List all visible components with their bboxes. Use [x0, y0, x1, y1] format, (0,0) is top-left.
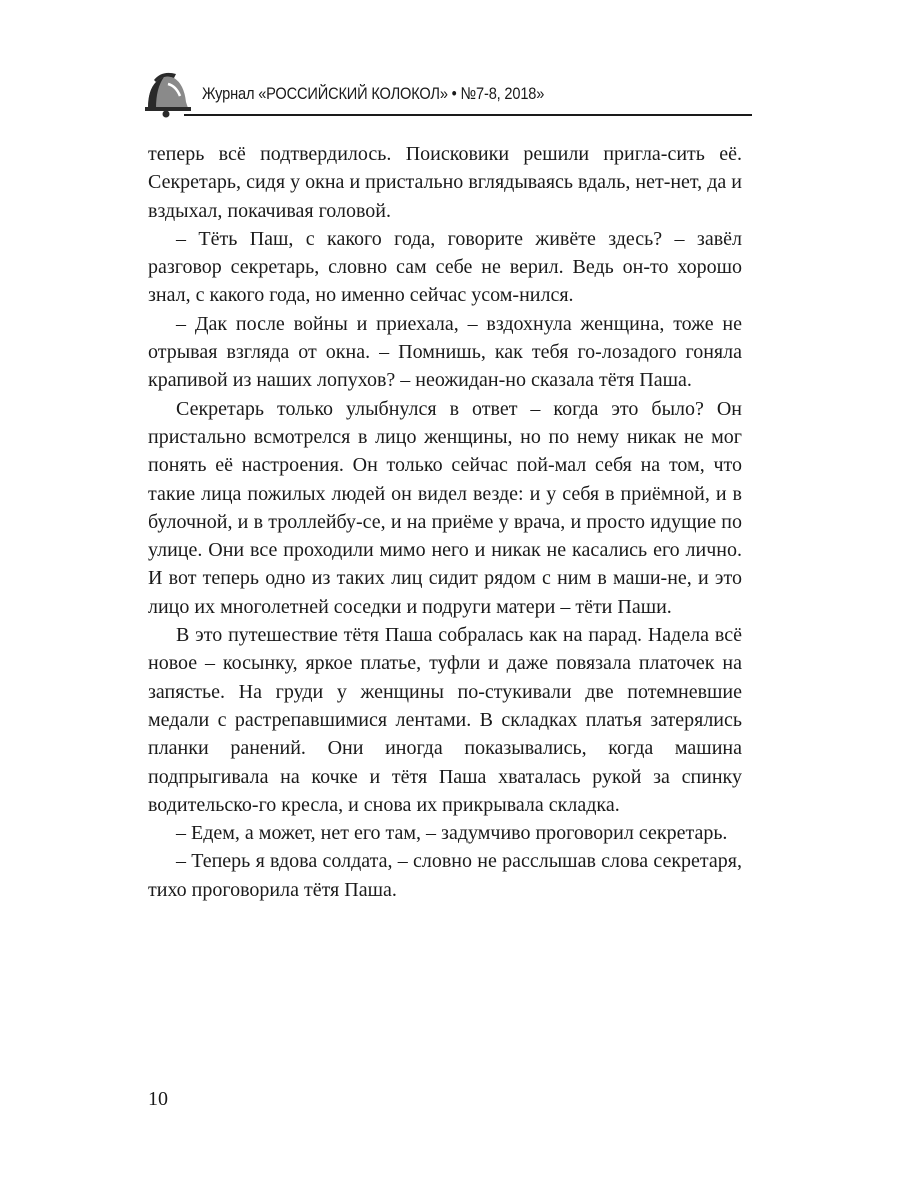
paragraph: В это путешествие тётя Паша собралась как на парад. Надела всё новое – косынку, яркое платье, туфли и даже повязала платочек на запястье. На груди у женщины по-стукивали две потемневшие медали с растрепавшимися лентами. В складках платья затерялись планки ранений. Они иногда показывались, когда машина подпрыгивала на кочке и тётя Паша хваталась рукой за спинку водительско-го кресла, и снова их прикрывала складка. [148, 624, 742, 816]
paragraph: – Теперь я вдова солдата, – словно не расслышав слова секретаря, тихо проговорила тётя Паша. [148, 850, 742, 901]
paragraph: Секретарь только улыбнулся в ответ – когда это было? Он пристально всмотрелся в лицо женщины, но по нему никак не мог понять её настроения. Он только сейчас пой-мал себя на том, что такие лица пожилых людей он видел везде: и у себя в приёмной, и в булочной, и в троллейбу-се, и на приёме у врача, и просто идущие по улице. Они все проходили мимо него и никак не касались его лично. И вот теперь одно из таких лиц сидит рядом с ним в маши-не, и это лицо их многолетней соседки и подруги матери – тёти Паши. [148, 397, 742, 618]
running-header [140, 68, 752, 118]
paragraph: – Дак после войны и приехала, – вздохнула женщина, тоже не отрывая взгляда от окна. – Помнишь, как тебя го-лозадого гоняла крапивой из наших лопухов? – неожидан-но сказала тётя Паша. [148, 312, 742, 392]
paragraph: теперь всё подтвердилось. Поисковики решили пригла-сить её. Секретарь, сидя у окна и пристально вглядываясь вдаль, нет-нет, да и вздыхал, покачивая головой. [148, 143, 742, 222]
body-text [148, 140, 742, 904]
page-number: 10 [148, 1088, 168, 1110]
bell-logo-icon [140, 68, 192, 118]
header-divider [184, 114, 752, 116]
paragraph: – Едем, а может, нет его там, – задумчиво проговорил секретарь. [176, 822, 728, 845]
header-title: Журнал «РОССИЙСКИЙ КОЛОКОЛ» • №7-8, 2018» [202, 84, 545, 103]
paragraph: – Тёть Паш, с какого года, говорите живёте здесь? – завёл разговор секретарь, словно сам себе не верил. Ведь он-то хорошо знал, с какого года, но именно сейчас усом-нился. [148, 227, 742, 307]
